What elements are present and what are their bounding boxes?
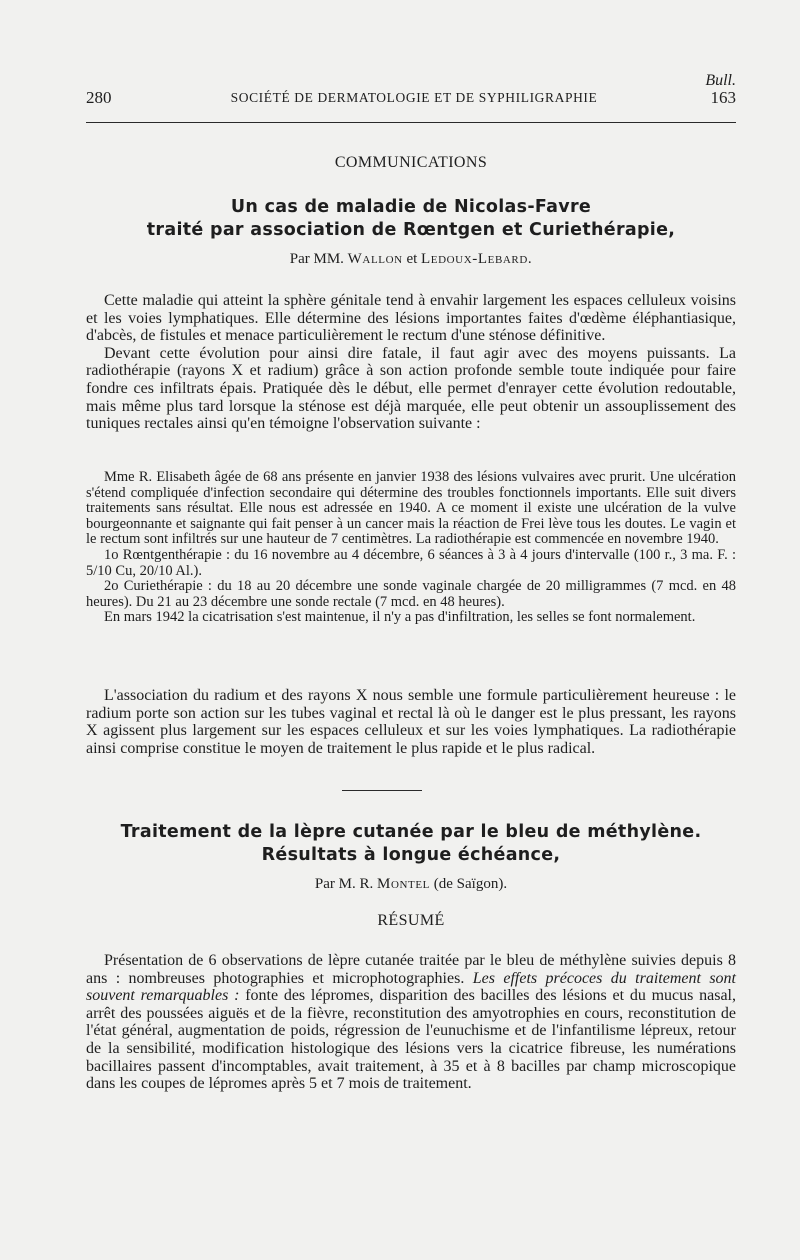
abstract-text: fonte des lépromes, disparition des bacilles des lésions et du mucus nasal, arrêt des poussées aiguës et de la fièvre, reconstitution des amyotrophies en cours, reconstitution de l'état général, augmentation de poids, régression de l'eunuchisme et de l'infantilisme lépreux, retour de la sensibilité, modification histologique des lésions vers la cicatrice fibreuse, les numérations bacillaires passent d'incomptables, avait traitement, à 35 et à 8 bacilles par champ microscopique dans les coupes de lépromes après 5 et 7 mois de traitement.: [86, 987, 737, 1093]
byline-prefix: Par MM.: [289, 251, 344, 267]
article2-byline: [86, 876, 736, 893]
observation-paragraph: En mars 1942 la cicatrisation s'est maintenue, il n'y a pas d'infiltration, les selles se font normalement.: [104, 609, 696, 626]
byline-suffix: (de Saïgon).: [433, 876, 508, 892]
paragraph: Devant cette évolution pour ainsi dire fatale, il faut agir avec des moyens puissants. La radiothérapie (rayons X et radium) grâce à son action profonde semble toute indiquée pour faire fondre ces infiltrats épais. Pratiquée dès le début, elle permet d'enrayer cette évolution redoutable, mais même plus tard lorsque la sténose est déjà marquée, elle peut obtenir un assouplissement des tuniques rectales ainsi qu'en témoigne l'observation suivante :: [86, 344, 736, 433]
article2-abstract: [86, 952, 736, 1093]
running-header: [86, 88, 736, 110]
article-divider: [342, 790, 422, 791]
article2-title-line2: Résultats à longue échéance,: [261, 845, 561, 865]
page-number-right: 163: [710, 88, 736, 107]
abstract-italic: Les effets précoces du traitement sont souvent remarquables :: [86, 969, 737, 1005]
paragraph: L'association du radium et des rayons X nous semble une formule particulièrement heureuse : le radium porte son action sur les tubes vaginal et rectal là où le danger est le plus pressant, les rayons X agissent plus largement sur les espaces celluleux et sur les voies lymphatiques. La radiothérapie ainsi comprise constitue le moyen de traitement le plus rapide et le plus radical.: [86, 687, 736, 757]
article1-byline: [86, 251, 736, 268]
observation-paragraph: 1o Rœntgenthérapie : du 16 novembre au 4 décembre, 6 séances à 3 à 4 jours d'intervalle (100 r., 3 ma. F. : 5/10 Cu, 20/10 Al.).: [86, 546, 736, 579]
abstract-paragraph: [86, 952, 736, 1093]
running-title: SOCIÉTÉ DE DERMATOLOGIE ET DE SYPHILIGRAPHIE: [230, 90, 598, 105]
observation-paragraph: 2o Curiethérapie : du 18 au 20 décembre une sonde vaginale chargée de 20 milligrammes (7 mcd. en 48 heures). Du 21 au 23 décembre une sonde rectale (7 mcd. en 48 heures).: [86, 578, 736, 610]
article2-title-line1: Traitement de la lèpre cutanée par le bleu de méthylène.: [120, 822, 702, 842]
article1-title-line1: Un cas de maladie de Nicolas-Favre: [230, 197, 592, 217]
abstract-text: Présentation de 6 observations de lèpre cutanée traitée par le bleu de méthylène suivies depuis 8 ans : nombreuses photographies et microphotographies.: [86, 952, 736, 987]
article1-title-line2: traité par association de Rœntgen et Curiethérapie,: [146, 220, 676, 240]
author-name: Wallon: [347, 251, 403, 267]
header-rule: [86, 122, 736, 123]
observation-paragraph: Mme R. Elisabeth âgée de 68 ans présente en janvier 1938 des lésions vulvaires avec prurit. Une ulcération s'étend compliquée d'infection secondaire qui détermine des troubles fonctionnels importants. Elle suit divers traitements sans résultat. Elle nous est adressée en 1940. A ce moment il existe une ulcération de la vulve bourgeonnante et saignante qui fait penser à un cancer mais la réaction de Frei lève tous les doutes. Le vagin et le rectum sont infiltrés sur une hauteur de 7 centimètres. La radiothérapie est commencée en novembre 1940.: [86, 469, 736, 548]
byline-join: et: [406, 251, 418, 267]
article1-intro: [86, 292, 736, 433]
article1-conclusion: [86, 687, 736, 757]
page-number-left: 280: [86, 88, 112, 107]
author-name: Montel: [377, 876, 430, 892]
resume-heading: RÉSUMÉ: [377, 912, 445, 929]
author-name: Ledoux-Lebard.: [421, 251, 533, 267]
section-heading: COMMUNICATIONS: [334, 154, 488, 171]
paragraph: Cette maladie qui atteint la sphère génitale tend à envahir largement les espaces celluleux voisins et les voies lymphatiques. Elle détermine des lésions importantes faites d'œdème éléphantiasique, d'abcès, de fistules et menace particulièrement le rectum d'une sténose définitive.: [86, 292, 736, 345]
observation-block: [86, 470, 736, 626]
bull-annotation: Bull.: [705, 72, 736, 89]
byline-prefix: Par M. R.: [314, 876, 374, 892]
